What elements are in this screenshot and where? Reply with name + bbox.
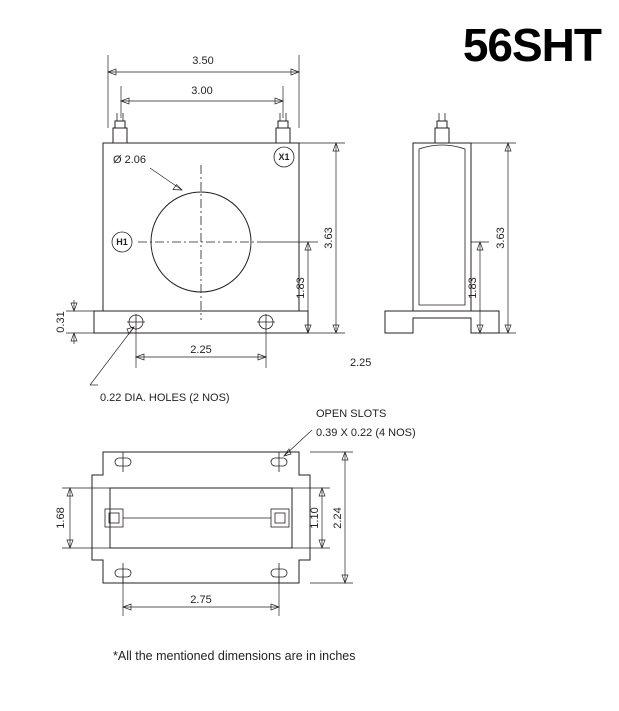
dim-base-hole-spacing: 2.25 — [190, 344, 212, 356]
callout-dia-holes: 0.22 DIA. HOLES (2 NOS) — [100, 392, 230, 404]
dim-top-overall-depth: 2.24 — [332, 507, 344, 529]
terminal-label-x1: X1 — [278, 152, 290, 162]
dim-base-thickness: 0.31 — [55, 311, 67, 333]
callout-open-slots: OPEN SLOTS — [316, 408, 387, 420]
page-title: 56SHT — [462, 19, 601, 71]
dim-side-base-width: 2.25 — [350, 357, 372, 369]
dim-mounting-hole-spacing-top: 3.00 — [191, 85, 213, 97]
dim-side-overall-height: 3.63 — [495, 227, 507, 249]
terminal-label-h1: H1 — [116, 237, 128, 247]
footnote: *All the mentioned dimensions are in inches — [113, 649, 356, 663]
dim-window-diameter: Ø 2.06 — [113, 154, 147, 166]
dim-top-slot-span: 1.10 — [309, 507, 321, 529]
front-view — [55, 55, 345, 404]
dim-top-inner-width: 1.68 — [55, 507, 67, 529]
callout-open-slot-size: 0.39 X 0.22 (4 NOS) — [316, 427, 416, 439]
dim-base-to-center: 1.83 — [295, 277, 307, 299]
dim-top-slot-spacing: 2.75 — [190, 594, 212, 606]
side-view — [350, 113, 516, 369]
dim-overall-width: 3.50 — [192, 55, 214, 67]
top-view — [55, 408, 416, 616]
dim-overall-height: 3.63 — [323, 227, 335, 249]
dim-side-base-to-center: 1.83 — [467, 277, 479, 299]
